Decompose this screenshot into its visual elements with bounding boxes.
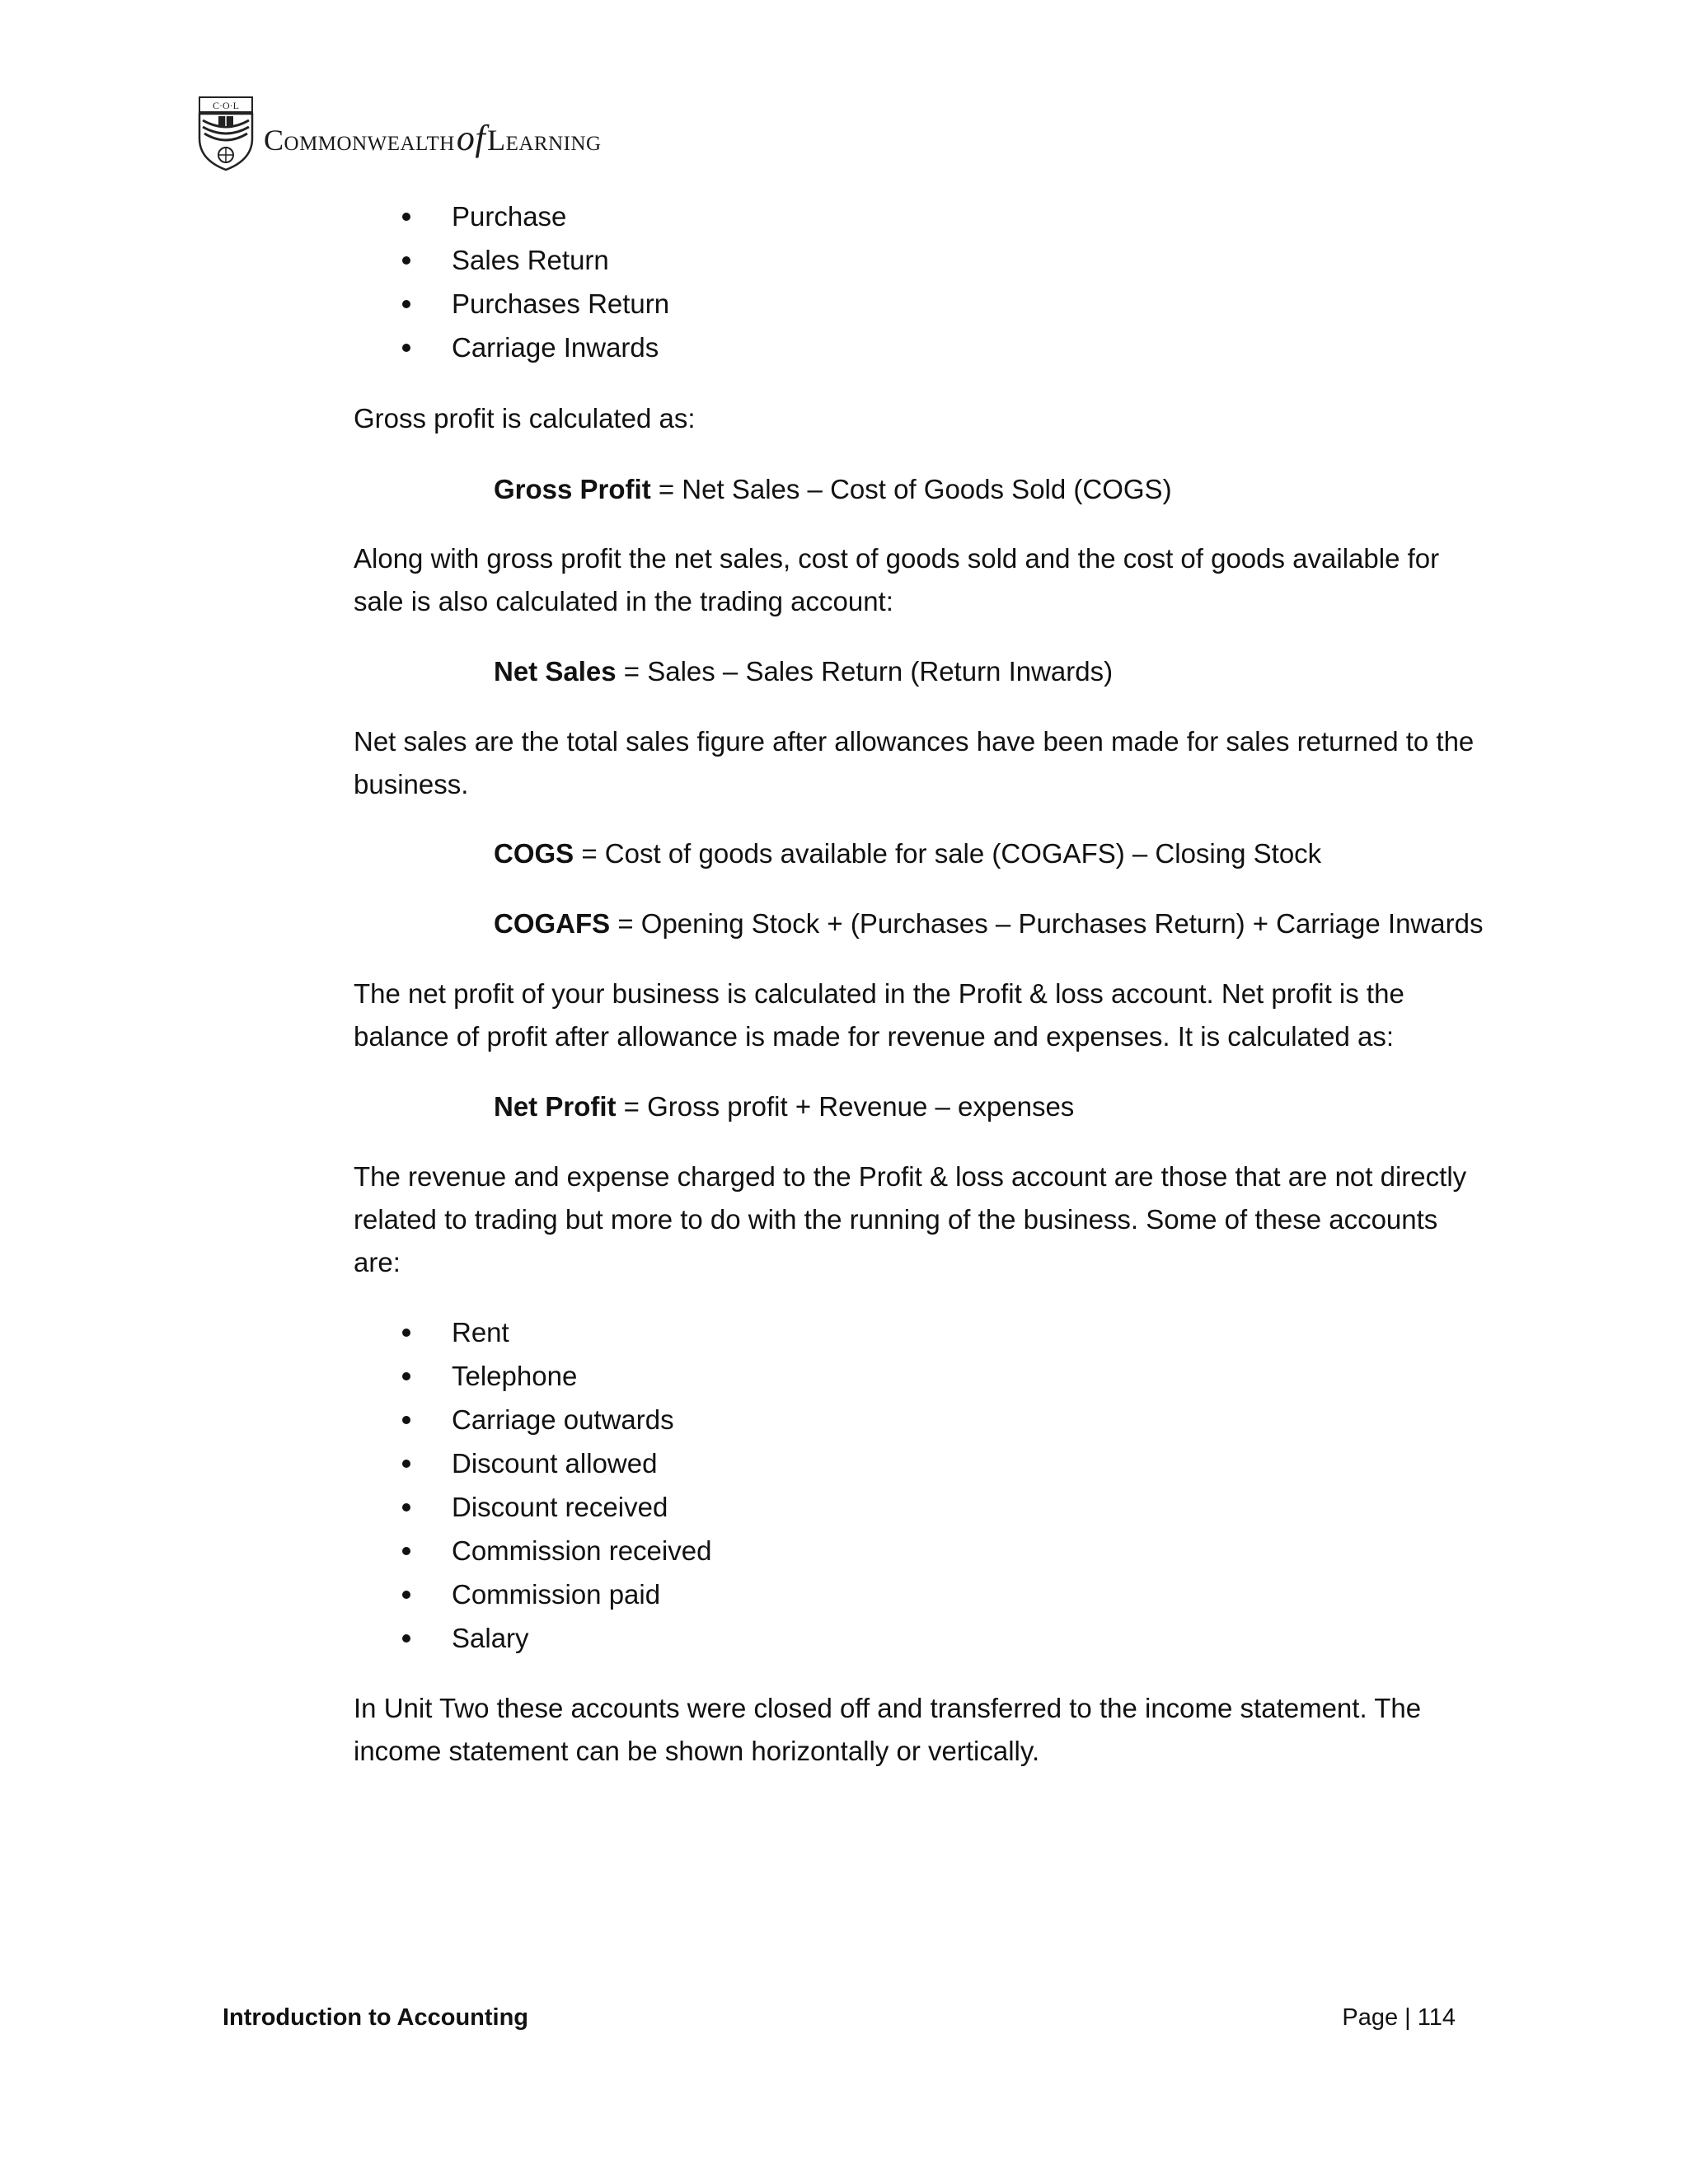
- list-item: Commission received: [452, 1529, 711, 1572]
- bullet-list-pl-accounts: [452, 1310, 711, 1660]
- bullet-icon: [402, 213, 410, 221]
- paragraph-revenue-expense: The revenue and expense charged to the Profit & loss account are those that are not directly related to trading but more to do with the running of the business. Some of these accounts are:: [354, 1161, 1467, 1277]
- publisher-logo-text: [264, 117, 602, 159]
- formula-cogafs: [494, 902, 1483, 945]
- formula-term: Net Profit: [494, 1091, 617, 1122]
- bullet-icon: [402, 1591, 410, 1599]
- list-item: Discount received: [452, 1485, 711, 1529]
- formula-cogs: [494, 832, 1321, 875]
- publisher-header: [196, 96, 602, 171]
- bullet-icon: [402, 300, 410, 308]
- formula-expression: = Net Sales – Cost of Goods Sold (COGS): [650, 474, 1172, 504]
- list-item: Purchase: [452, 194, 669, 238]
- paragraph-unit-two: In Unit Two these accounts were closed off and transferred to the income statement. The income statement can be shown horizontally or vertically.: [354, 1693, 1422, 1766]
- crest-mark-text: C·O·L: [213, 100, 239, 111]
- formula-term: COGS: [494, 838, 574, 869]
- formula-gross-profit: [494, 468, 1172, 511]
- bullet-icon: [402, 1460, 410, 1468]
- formula-term: COGAFS: [494, 908, 611, 939]
- list-item: Purchases Return: [452, 282, 669, 326]
- formula-expression: = Gross profit + Revenue – expenses: [616, 1091, 1075, 1122]
- bullet-icon: [402, 1372, 410, 1380]
- paragraph-gross-intro: Gross profit is calculated as:: [354, 403, 696, 434]
- col-crest-icon: [196, 96, 256, 171]
- bullet-icon: [402, 1503, 410, 1511]
- footer-document-title: Introduction to Accounting: [223, 2004, 529, 2031]
- list-item: Salary: [452, 1616, 711, 1660]
- bullet-list-trading-items: [452, 194, 669, 369]
- list-item: Telephone: [452, 1354, 711, 1398]
- paragraph-along-with: Along with gross profit the net sales, cost of goods sold and the cost of goods available for sale is also calculated in the trading account:: [354, 543, 1440, 616]
- formula-expression: = Sales – Sales Return (Return Inwards): [616, 656, 1114, 687]
- bullet-icon: [402, 1634, 410, 1643]
- formula-net-sales: [494, 650, 1113, 693]
- formula-net-profit: [494, 1085, 1074, 1128]
- paragraph-net-sales: Net sales are the total sales figure after allowances have been made for sales returned to the business.: [354, 726, 1475, 799]
- bullet-icon: [402, 1547, 410, 1555]
- logo-word-of: of: [456, 117, 486, 158]
- logo-word-commonwealth: Commonwealth: [264, 123, 455, 157]
- formula-term: Gross Profit: [494, 474, 651, 504]
- logo-word-learning: Learning: [487, 123, 602, 157]
- bullet-icon: [402, 1329, 410, 1337]
- list-item: Rent: [452, 1310, 711, 1354]
- formula-term: Net Sales: [494, 656, 617, 687]
- list-item: Commission paid: [452, 1572, 711, 1616]
- bullet-icon: [402, 1416, 410, 1424]
- footer-page-number: Page | 114: [1342, 2004, 1456, 2031]
- paragraph-net-profit: The net profit of your business is calculated in the Profit & loss account. Net profit is the balance of profit after allowance is made for revenue and expenses. It is calculated as:: [354, 978, 1404, 1052]
- list-item: Discount allowed: [452, 1441, 711, 1485]
- list-item: Carriage Inwards: [452, 326, 669, 369]
- list-item: Sales Return: [452, 238, 669, 282]
- formula-expression: = Cost of goods available for sale (COGAFS) – Closing Stock: [574, 838, 1322, 869]
- bullet-icon: [402, 256, 410, 265]
- bullet-icon: [402, 344, 410, 352]
- formula-expression: = Opening Stock + (Purchases – Purchases Return) + Carriage Inwards: [610, 908, 1484, 939]
- list-item: Carriage outwards: [452, 1398, 711, 1441]
